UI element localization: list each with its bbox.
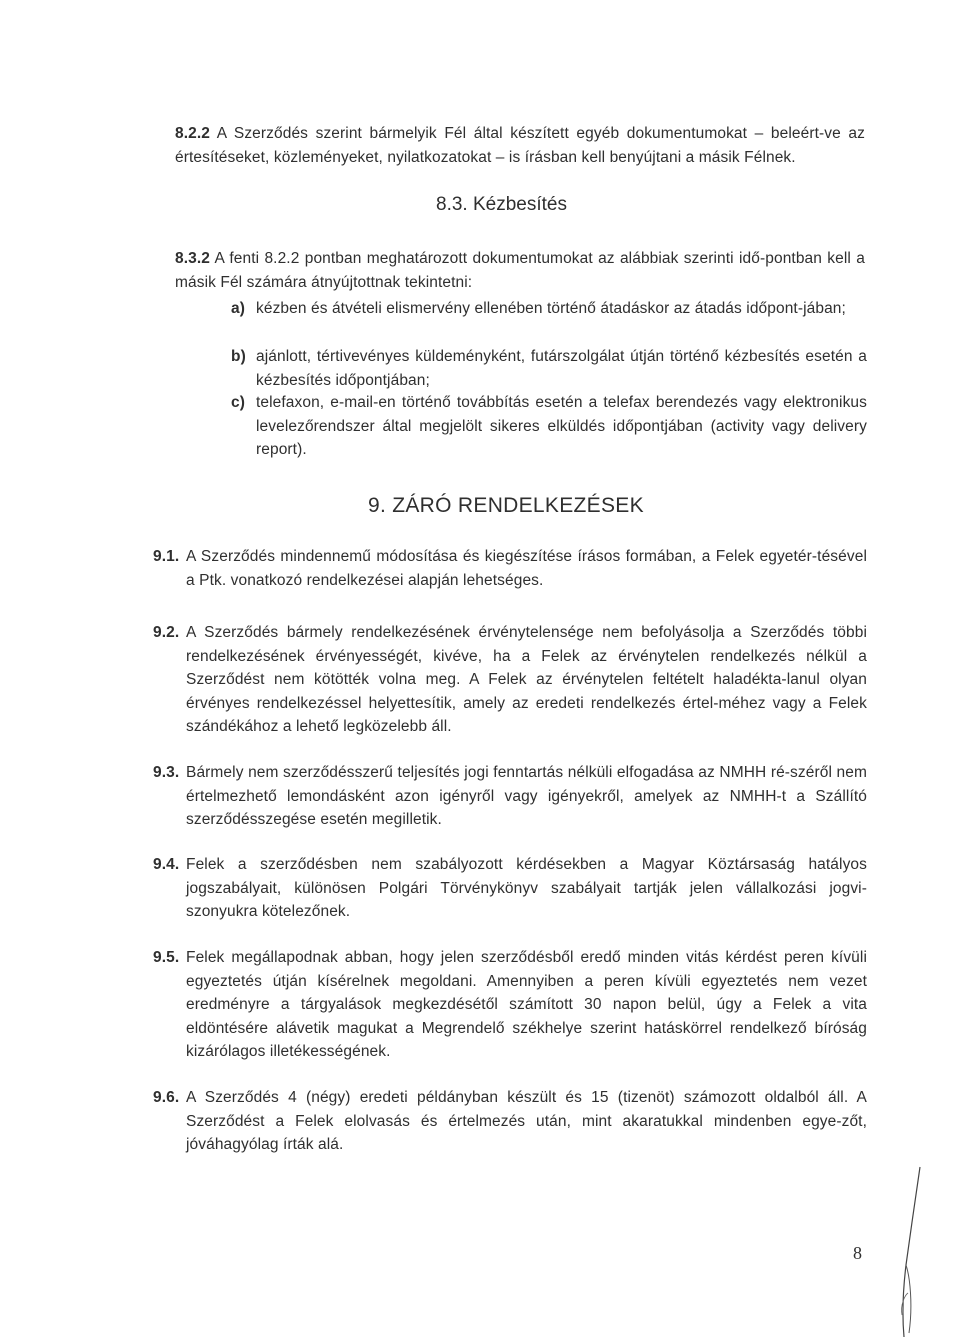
list-item-text: telefaxon, e-mail-en történő továbbítás esetén a telefax berendezés vagy elektronikus levelezőrendszer által megjelölt sikeres elküldés időpontjában (activity vagy delivery report).: [256, 394, 867, 458]
page-number: 8: [853, 1243, 862, 1263]
section-text: Felek megállapodnak abban, hogy jelen szerződésből eredő minden vitás kérdést peren kívüli egyeztetés útján kísérelnek megoldani. Amennyiben a peren kívüli egyeztetés nem vezet eredményre a tárgyalások megkezdésétől számított 30 napon belül, úgy a Felek a vita eldöntésére alávetik magukat a Megrendelő székhelye szerint hatáskörrel rendelkező bíróság kizárólagos illetékességének.: [186, 949, 867, 1060]
list-item-label: a): [231, 300, 245, 317]
paragraph-8-2-2: [175, 122, 865, 169]
list-item-label: b): [231, 348, 246, 365]
section-heading-9: 9. ZÁRÓ RENDELKEZÉSEK: [368, 494, 644, 517]
list-item-c: [231, 391, 867, 462]
section-heading-8-3: 8.3. Kézbesítés: [436, 194, 567, 215]
list-item-label: c): [231, 394, 245, 411]
section-9-4: [153, 853, 867, 924]
section-number: 9.5.: [153, 949, 180, 966]
section-text: A Szerződés bármely rendelkezésének érvénytelensége nem befolyásolja a Szerződés többi rendelkezésének érvényességét, kivéve, ha a Felek az érvénytelen rendelkezés nélkül a Szerződést nem kötötték volna meg. A Felek az érvénytelen feltételt haladékta-lanul olyan érvényes rendelkezéssel helyettesítik, amely az eredeti rendelkezés értel-méhez vagy a Felek szándékához a lehető legközelebb áll.: [186, 624, 867, 735]
section-number: 9.2.: [153, 624, 180, 641]
section-number: 9.4.: [153, 856, 180, 873]
paragraph-number: 8.3.2: [175, 250, 210, 267]
section-9-6: [153, 1086, 867, 1157]
section-text: Bármely nem szerződésszerű teljesítés jogi fenntartás nélküli elfogadása az NMHH ré-széről nem értelmezhető lemondásként azon igényről vagy igényekről, amelyek az NMHH-t a Szállító szerződésszegése esetén megilletik.: [186, 764, 867, 828]
list-item-a: [231, 297, 867, 321]
paragraph-8-3-2: [175, 247, 865, 294]
section-9-5: [153, 946, 867, 1064]
section-9-1: [153, 545, 867, 592]
signature-mark: [880, 1165, 940, 1341]
section-number: 9.1.: [153, 548, 180, 565]
section-number: 9.3.: [153, 764, 180, 781]
list-item-b: [231, 345, 867, 392]
section-text: Felek a szerződésben nem szabályozott kérdésekben a Magyar Köztársaság hatályos jogszabályait, különösen Polgári Törvénykönyv szabályait tartják jelen vállalkozási jogvi-szonyukra kötelezőnek.: [186, 856, 867, 920]
section-text: A Szerződés 4 (négy) eredeti példányban készült és 15 (tizenöt) számozott oldalból áll. A Szerződést a Felek elolvasás és értelmezés után, mint akaratukkal mindenben egye-zőt, jóváhagyólag írták alá.: [186, 1089, 867, 1153]
list-item-text: kézben és átvételi elismervény ellenében történő átadáskor az átadás időpont-jában;: [256, 300, 846, 317]
section-number: 9.6.: [153, 1089, 180, 1106]
paragraph-text: A Szerződés szerint bármelyik Fél által készített egyéb dokumentumokat – beleért-ve az értesítéseket, közleményeket, nyilatkozatokat – is írásban kell benyújtani a másik Félnek.: [175, 125, 865, 166]
paragraph-number: 8.2.2: [175, 125, 210, 142]
section-text: A Szerződés mindennemű módosítása és kiegészítése írásos formában, a Felek egyetér-tésével a Ptk. vonatkozó rendelkezései alapján lehetséges.: [186, 548, 867, 589]
section-9-3: [153, 761, 867, 832]
section-9-2: [153, 621, 867, 739]
paragraph-text: A fenti 8.2.2 pontban meghatározott dokumentumokat az alábbiak szerinti idő-pontban kell a másik Fél számára átnyújtottnak tekintetni:: [175, 250, 865, 291]
list-item-text: ajánlott, tértivevényes küldeményként, futárszolgálat útján történő kézbesítés esetén a kézbesítés időpontjában;: [256, 348, 867, 389]
